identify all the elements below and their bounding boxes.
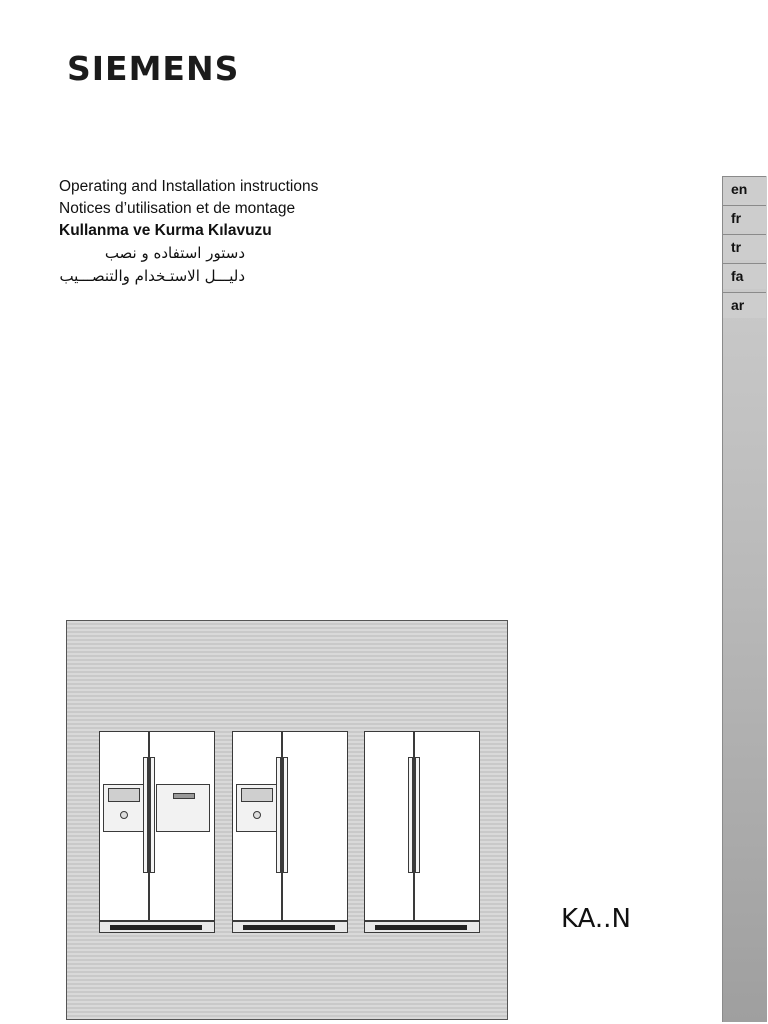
fridge-door <box>149 731 215 921</box>
freezer-door <box>364 731 414 921</box>
title-turkish: Kullanma ve Kurma Kılavuzu <box>59 222 272 239</box>
fridge-base <box>99 921 215 933</box>
language-tab-fa[interactable]: fa <box>722 263 766 289</box>
language-tab-ar[interactable]: ar <box>722 292 766 318</box>
product-illustration <box>66 620 508 1020</box>
freezer-handle <box>408 757 413 873</box>
language-tab-en[interactable]: en <box>722 176 766 202</box>
home-bar-handle-icon <box>173 793 195 799</box>
freezer-door <box>232 731 282 921</box>
dispenser-display <box>241 788 273 802</box>
dispenser-display <box>108 788 140 802</box>
freezer-handle <box>143 757 148 873</box>
fridge-plain <box>364 731 480 935</box>
fridge-handle <box>415 757 420 873</box>
vent-grille <box>110 925 202 930</box>
vent-grille <box>243 925 335 930</box>
fridge-door <box>282 731 348 921</box>
model-number: KA..N <box>561 904 631 934</box>
dispenser-panel <box>103 784 145 832</box>
title-french: Notices d’utilisation et de montage <box>59 200 296 217</box>
dispenser-button-icon <box>253 811 261 819</box>
fridge-base <box>232 921 348 933</box>
title-english: Operating and Installation instructions <box>59 178 319 195</box>
dispenser-button-icon <box>120 811 128 819</box>
fridge-handle <box>283 757 288 873</box>
fridge-handle <box>150 757 155 873</box>
fridge-with-dispenser <box>232 731 348 935</box>
fridge-door <box>414 731 480 921</box>
home-bar-panel <box>156 784 210 832</box>
fridge-with-dispenser-and-bar <box>99 731 215 935</box>
vent-grille <box>375 925 467 930</box>
manual-titles <box>59 176 318 288</box>
freezer-door <box>99 731 149 921</box>
title-persian: دستور استفاده و نصب <box>104 244 245 262</box>
title-arabic: دليـــل الاستـخدام والتنصـــيب <box>59 267 245 285</box>
siemens-logo: SIEMENS <box>67 49 240 88</box>
language-tab-fr[interactable]: fr <box>722 205 766 231</box>
dispenser-panel <box>236 784 278 832</box>
fridge-base <box>364 921 480 933</box>
freezer-handle <box>276 757 281 873</box>
language-tab-tr[interactable]: tr <box>722 234 766 260</box>
